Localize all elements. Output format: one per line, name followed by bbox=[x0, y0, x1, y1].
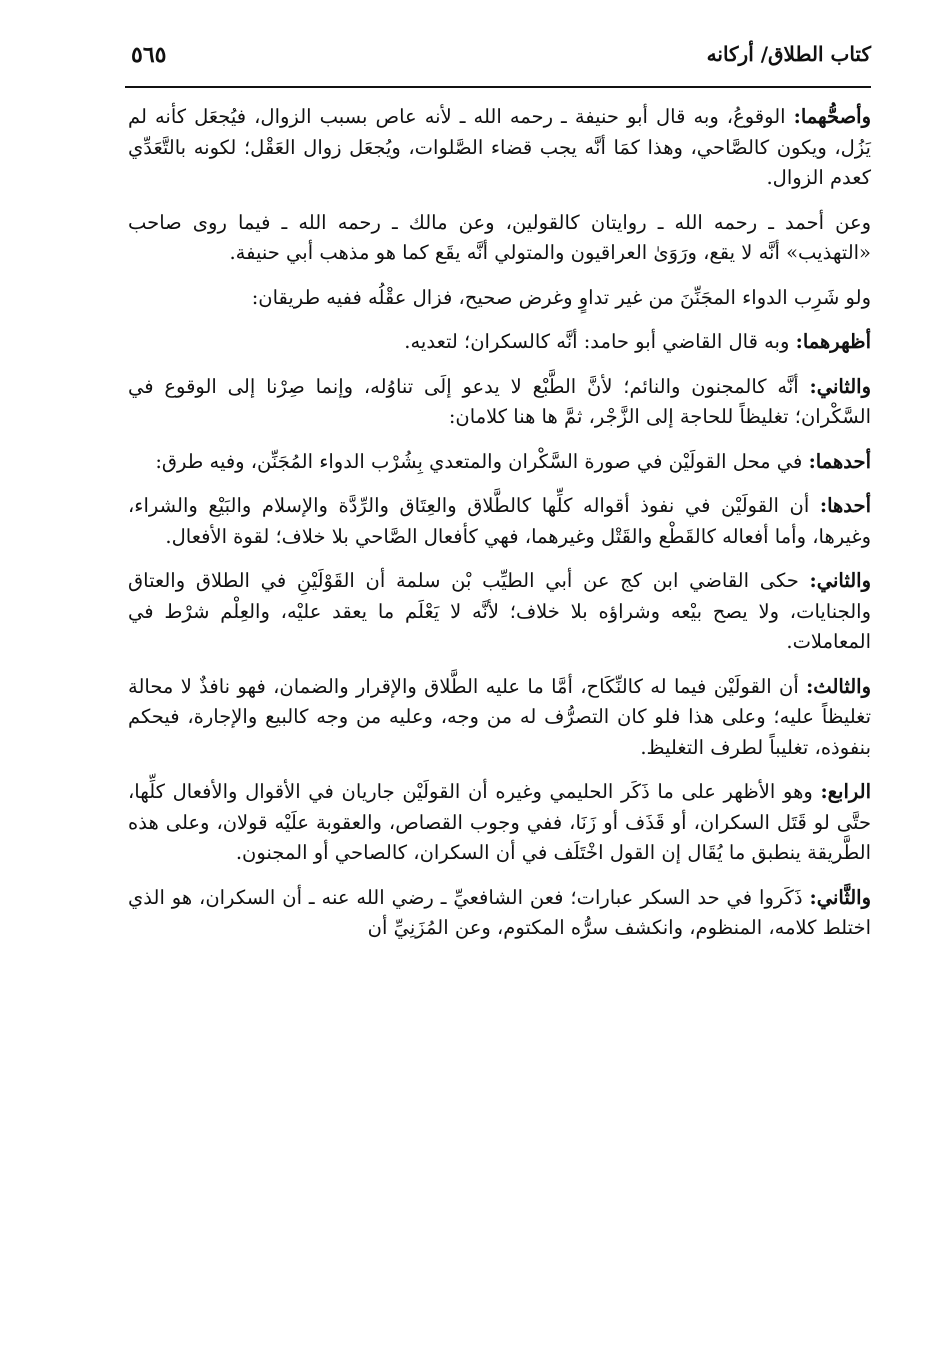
paragraph bbox=[128, 208, 871, 269]
paragraph-text: أن القولَيْن في نفوذ أقواله كلِّها كالطَّلاق والعِتَاق والرِّدَّة والإسلام والبَيْع والشراء، وغيرها، وأما أفعاله كالقَطْع والقَتْل وغيرهما، فهي كأفعال الصَّاحي بلا خلاف؛ لقوة الأفعال. bbox=[128, 494, 871, 548]
paragraph: والثاني: أنَّه كالمجنون والنائم؛ لأنَّ الطَّبْع لا يدعو إلَى تناوُله، وإنما صِرْنا إلى الوقوع في السَّكْران؛ تغليظاً للحاجة إلى الزَّجْر، ثمَّ ها هنا كلامان: bbox=[128, 374, 871, 428]
paragraph: والثالث: أن القولَيْن فيما له كالنِّكَاح، أمَّا ما عليه الطَّلاق والإقرار والضمان، فهو نافذٌ لا محالة تغليظاً عليه؛ وعلى هذا فلو كان التصرُّف له من وجه، وعليه من وجه كالبيع والإجارة، فيحكم بنفوذه، تغليباً لطرف التغليظ. bbox=[128, 674, 871, 759]
paragraph-lead: وأصحُّهما bbox=[800, 105, 871, 128]
paragraph-lead: أحدها bbox=[827, 494, 872, 517]
paragraph-text: وبه قال القاضي أبو حامد: أنَّه كالسكران؛ لتعديه. bbox=[404, 330, 790, 353]
paragraph-lead: الرابع bbox=[827, 780, 872, 803]
body-text bbox=[128, 102, 871, 958]
paragraph-text: أنَّه كالمجنون والنائم؛ لأنَّ الطَّبْع لا يدعو إلَى تناوُله، وإنما صِرْنا إلى الوقوع في السَّكْران؛ تغليظاً للحاجة إلى الزَّجْر، ثمَّ ها هنا كلامان: bbox=[128, 374, 871, 428]
paragraph-text: وهو الأظهر على ما ذَكَر الحليمي وغيره أن القولَيْن جاريان في الأقوال والأفعال كلِّها، حتَّى لو قَتَل السكران، أو قَذَف أو زَنَا، ففي وجوب القصاص، والعقوبة علَيْه قولان، وعلى هذه الطَّريقة ينطبق ما يُقَال إن القول اخْتَلَف في أن السكران، كالصاحي أو المجنون. bbox=[128, 780, 871, 864]
header-divider bbox=[125, 86, 871, 88]
paragraph-lead: والثَّاني bbox=[816, 885, 872, 909]
paragraph: وأصحُّهما: الوقوعُ، وبه قال أبو حنيفة ـ رحمه الله ـ لأنه عاص بسبب الزوال، فيُجعَل كأنه لم يَزُل، ويكون كالصَّاحي، وهذا كمَا أنَّه يجب قضاء الصَّلوات، ويُجعَل زوال العَقْل؛ لكونه بالتَّعَدِّي كعدم الزوال. bbox=[128, 105, 871, 189]
paragraph-text: ولو شَرِب الدواء المجَنِّنَ من غير تداوٍ وغرض صحيح، فزال عقْلُه ففيه طريقان: bbox=[251, 285, 871, 309]
page-number: ٥٦٥ bbox=[131, 42, 167, 68]
paragraph: أظهرهما: وبه قال القاضي أبو حامد: أنَّه كالسكران؛ لتعديه. bbox=[404, 330, 871, 353]
paragraph-text: في محل القولَيْن في صورة السَّكْران والمتعدي بِشُرْب الدواء المُجَنِّن، وفيه طرق: bbox=[155, 449, 803, 473]
paragraph-lead: والثاني bbox=[816, 569, 871, 592]
paragraph bbox=[128, 283, 871, 314]
paragraph-text: وعن أحمد ـ رحمه الله ـ روايتان كالقولين، وعن مالك ـ رحمه الله ـ فيما روى صاحب «التهذيب» أنَّه لا يقع، ورَوَىٰ العراقيون والمتولي أنَّه يقَع كما هو مذهب أبي حنيفة. bbox=[128, 210, 871, 264]
paragraph-lead: أظهرهما bbox=[802, 330, 871, 353]
chapter-title: كتاب الطلاق/ أركانه bbox=[706, 42, 871, 66]
paragraph-text: حكى القاضي ابن كج عن أبي الطيِّب بْن سلمة أن القَوْلَيْنِ في الطلاق والعتاق والجنايات، ولا يصح بيْعه وشراؤه بلا خلاف؛ لأنَّه لا يَعْلَم ما يعقد عليْه، والعِلْم شرْط في المعاملات. bbox=[128, 569, 871, 653]
paragraph-text: أن القولَيْن فيما له كالنِّكَاح، أمَّا ما عليه الطَّلاق والإقرار والضمان، فهو نافذٌ لا محالة تغليظاً عليه؛ وعلى هذا فلو كان التصرُّف له من وجه، وعليه من وجه كالبيع والإجارة، فيحكم بنفوذه، تغليباً لطرف التغليظ. bbox=[128, 674, 871, 759]
paragraph-text: ذَكَروا في حد السكر عبارات؛ فعن الشافعيِّ ـ رضي الله عنه ـ أن السكران، هو الذي اختلط كلامه، المنظوم، وانكشف سرُّه المكتوم، وعن المُزَنِيِّ أن bbox=[128, 885, 871, 939]
paragraph-lead: أحدهما bbox=[815, 449, 871, 473]
paragraph: والثاني: حكى القاضي ابن كج عن أبي الطيِّب بْن سلمة أن القَوْلَيْنِ في الطلاق والعتاق والجنايات، ولا يصح بيْعه وشراؤه بلا خلاف؛ لأنَّه لا يَعْلَم ما يعقد عليْه، والعِلْم شرْط في المعاملات. bbox=[128, 569, 871, 653]
paragraph-text: الوقوعُ، وبه قال أبو حنيفة ـ رحمه الله ـ لأنه عاص بسبب الزوال، فيُجعَل كأنه لم يَزُل، ويكون كالصَّاحي، وهذا كمَا أنَّه يجب قضاء الصَّلوات، ويُجعَل زوال العَقْل؛ لكونه بالتَّعَدِّي كعدم الزوال. bbox=[128, 105, 871, 189]
paragraph-lead: والثالث bbox=[813, 674, 871, 698]
paragraph-lead: والثاني bbox=[816, 374, 871, 398]
running-header bbox=[125, 38, 871, 78]
paragraph: الرابع: وهو الأظهر على ما ذَكَر الحليمي وغيره أن القولَيْن جاريان في الأقوال والأفعال كلِّها، حتَّى لو قَتَل السكران، أو قَذَف أو زَنَا، ففي وجوب القصاص، والعقوبة علَيْه قولان، وعلى هذه الطَّريقة ينطبق ما يُقَال إن القول اخْتَلَف في أن السكران، كالصاحي أو المجنون. bbox=[128, 780, 872, 864]
paragraph: والثَّاني: ذَكَروا في حد السكر عبارات؛ فعن الشافعيِّ ـ رضي الله عنه ـ أن السكران، هو الذي اختلط كلامه، المنظوم، وانكشف سرُّه المكتوم، وعن المُزَنِيِّ أن bbox=[128, 885, 872, 939]
paragraph: أحدها: أن القولَيْن في نفوذ أقواله كلِّها كالطَّلاق والعِتَاق والرِّدَّة والإسلام والبَيْع والشراء، وغيرها، وأما أفعاله كالقَطْع والقَتْل وغيرهما، فهي كأفعال الصَّاحي بلا خلاف؛ لقوة الأفعال. bbox=[128, 494, 872, 548]
paragraph: أحدهما: في محل القولَيْن في صورة السَّكْران والمتعدي بِشُرْب الدواء المُجَنِّن، وفيه طرق: bbox=[155, 449, 871, 473]
